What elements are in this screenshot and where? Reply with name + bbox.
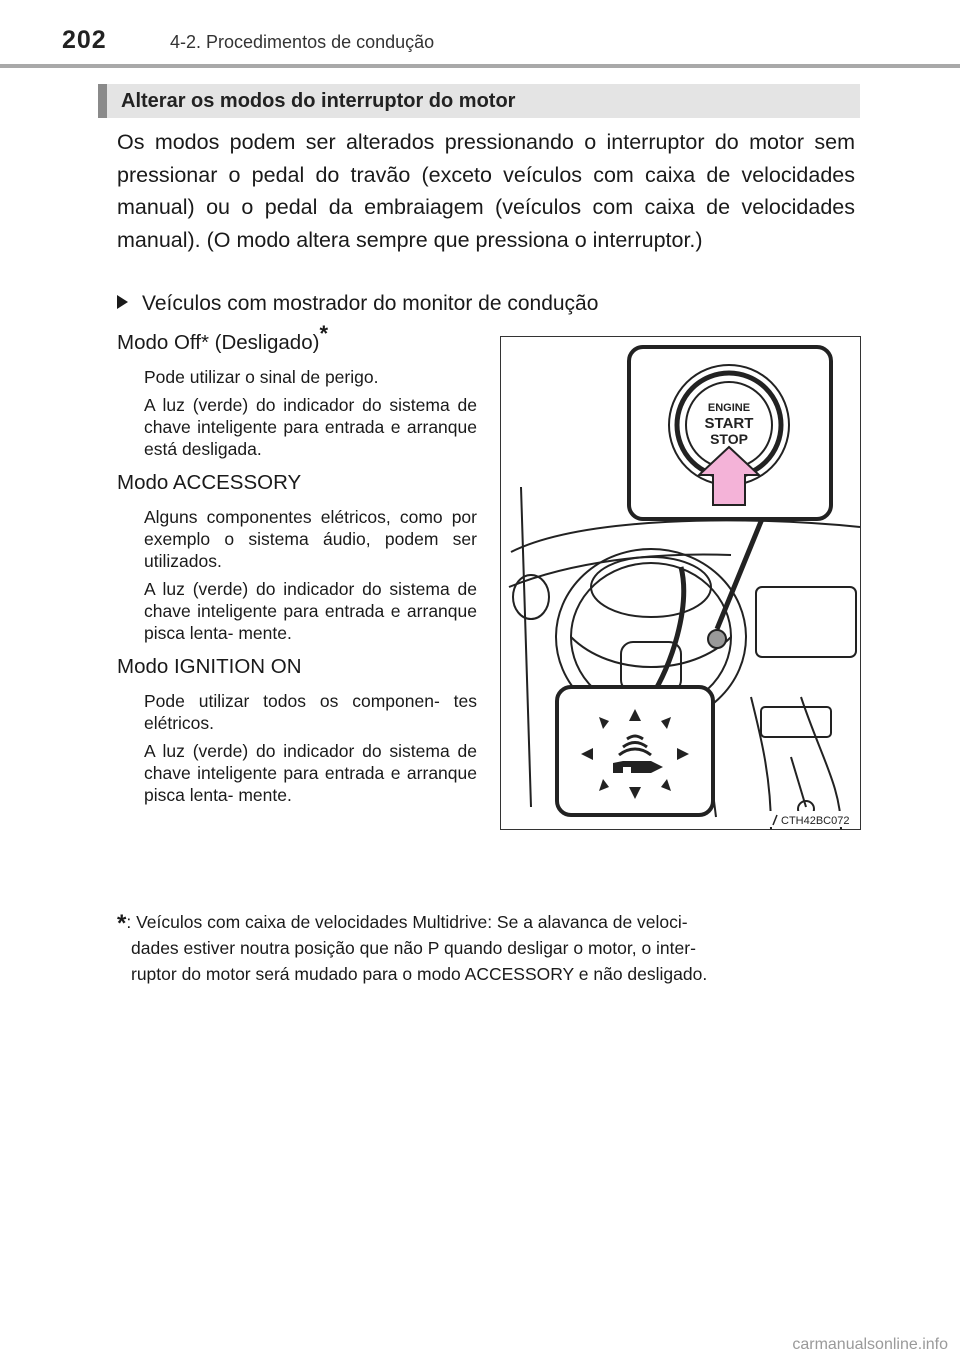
dashboard-illustration [500,336,861,830]
footnote [117,908,867,987]
button-label-line: STOP [710,431,748,447]
mode-description: Pode utilizar todos os componen- tes elétricos. [144,691,477,733]
vent [513,575,549,619]
page-number: 202 [62,26,107,54]
dashboard-line [511,520,860,552]
mode-ignition-on [117,654,477,806]
figure-code: CTH42BC072 [781,815,850,827]
header-rule [0,64,960,68]
subsection-heading-text: Veículos com mostrador do monitor de condução [142,292,599,315]
mode-description: A luz (verde) do indicador do sistema de chave inteligente para entrada e arranque pisca lenta- mente. [144,579,477,643]
display-panel [756,587,856,657]
engine-switch-location [708,630,726,648]
footnote-text: : Veículos com caixa de velocidades Multidrive: Se a alavanca de veloci- [126,912,688,932]
mode-title [117,321,477,356]
footnote-mark: * [117,910,127,937]
mode-description: Pode utilizar o sinal de perigo. [144,367,379,387]
mode-off [117,321,477,460]
button-label-line: ENGINE [707,402,751,414]
button-label-line: START [704,415,754,432]
mode-list [117,321,477,816]
dashboard-drawing [501,337,860,829]
triangle-bullet-icon [117,295,128,309]
subsection-heading [117,290,598,318]
footnote-line: ruptor do motor será mudado para o modo ACCESSORY e não desligado. [131,964,708,984]
mode-title-footnote-mark: * [319,321,328,347]
section-title: Alterar os modos do interruptor do motor [98,84,860,118]
footnote-line [117,910,688,937]
footnote-line: dades estiver noutra posição que não P quando desligar o motor, o inter- [131,938,696,958]
instrument-cluster [591,557,711,617]
mode-title: Modo IGNITION ON [117,655,302,678]
chapter-title: 4-2. Procedimentos de condução [170,32,435,52]
a-pillar-line [521,487,531,807]
callout-line [651,567,684,697]
center-console [801,697,841,829]
storage-tray [761,707,831,737]
mode-title: Modo ACCESSORY [117,471,302,494]
mode-accessory [117,470,477,644]
shift-lever [791,757,806,807]
mode-title-text: Modo Off* (Desligado) [117,331,320,354]
intro-paragraph: Os modos podem ser alterados pressionando o interruptor do motor sem pressionar o pedal do travão (exceto veículos com caixa de velocidades manual) ou o pedal da embraiagem (veículos com caixa de velocidades manual). (O modo altera sempre que pressiona o interruptor.) [117,130,855,252]
mode-description: A luz (verde) do indicador do sistema de chave inteligente para entrada e arranque pisca lenta- mente. [144,741,477,805]
mode-description: A luz (verde) do indicador do sistema de chave inteligente para entrada e arranque está desligada. [144,395,477,459]
watermark: carmanualsonline.info [792,1336,948,1353]
mode-description: Alguns componentes elétricos, como por exemplo o sistema áudio, podem ser utilizados. [144,507,477,571]
